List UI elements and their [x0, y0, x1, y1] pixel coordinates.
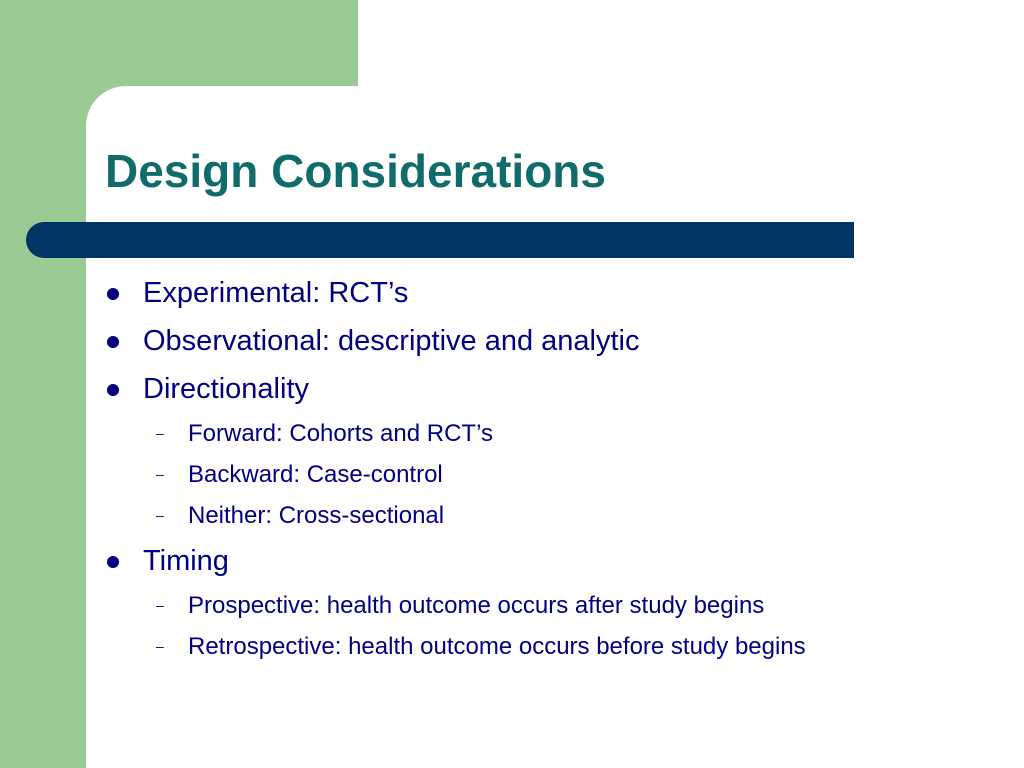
dash-marker-icon: –: [156, 507, 164, 523]
dash-marker-icon: –: [156, 425, 164, 441]
dash-marker-icon: –: [156, 597, 164, 613]
bullet-text: Directionality: [143, 373, 309, 405]
slide-title: Design Considerations: [105, 145, 606, 197]
bullet-text: Timing: [143, 545, 229, 577]
sub-bullet-text: Prospective: health outcome occurs after study begins: [188, 592, 765, 619]
dash-marker-icon: –: [156, 466, 164, 482]
sub-bullet-text: Retrospective: health outcome occurs before study begins: [188, 633, 806, 660]
sub-bullet-text: Backward: Case-control: [188, 461, 443, 488]
bullet-dot-icon: [107, 556, 119, 568]
bullet-dot-icon: [107, 384, 119, 396]
bullet-dot-icon: [107, 288, 119, 300]
bullet-dot-icon: [107, 336, 119, 348]
sub-bullet-text: Forward: Cohorts and RCT’s: [188, 420, 493, 447]
sub-bullet-text: Neither: Cross-sectional: [188, 502, 445, 529]
dash-marker-icon: –: [156, 638, 164, 654]
bullet-text: Observational: descriptive and analytic: [143, 325, 640, 357]
bullet-text: Experimental: RCT’s: [143, 277, 409, 309]
